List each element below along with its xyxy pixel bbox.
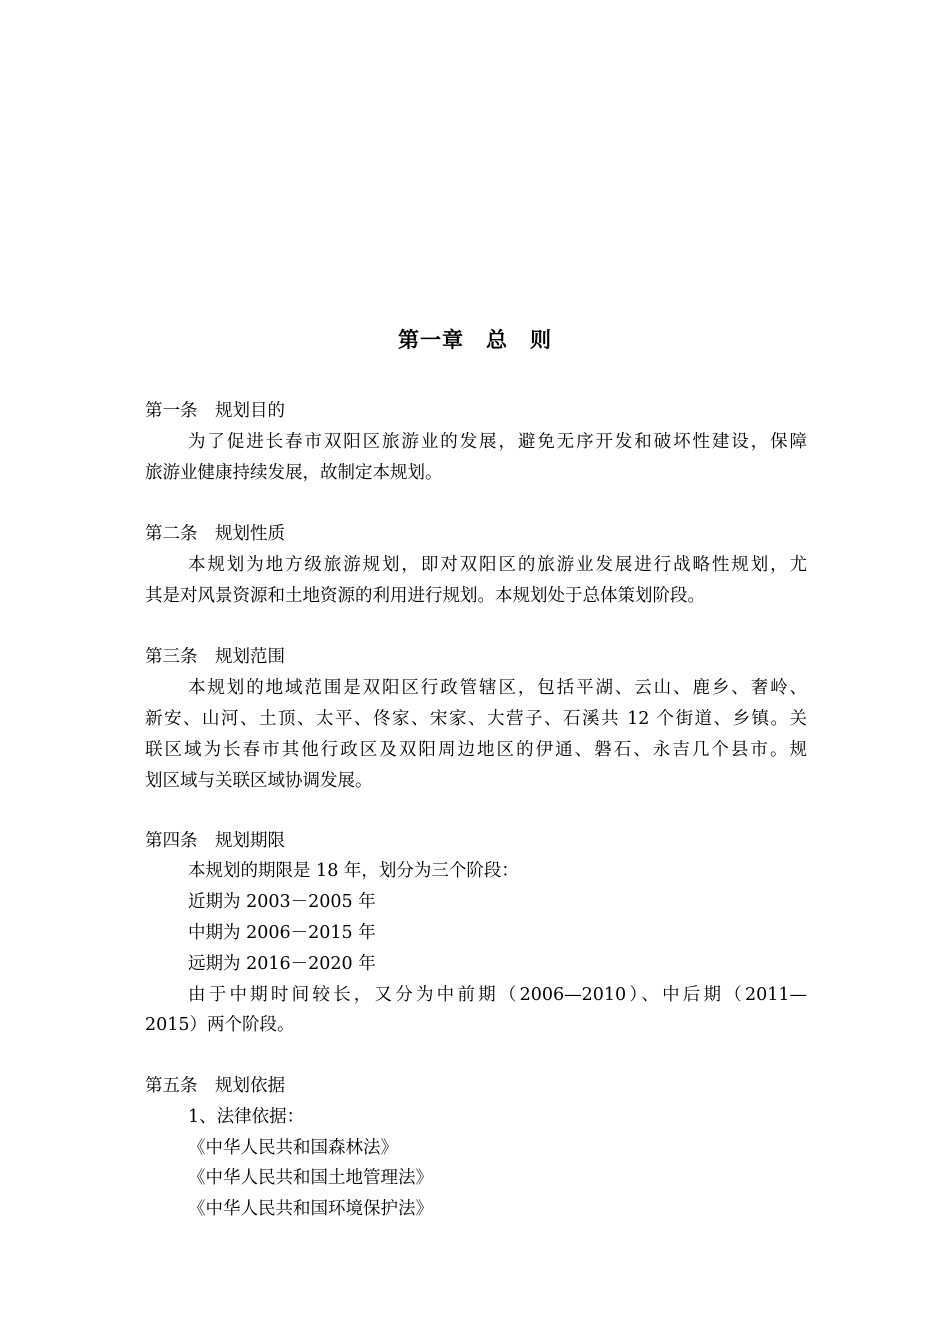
article-heading: 第四条 规划期限: [145, 831, 285, 851]
paragraph-line: 远期为 2016－2020 年: [188, 954, 376, 974]
law-title: 《中华人民共和国环境保护法》: [188, 1199, 433, 1219]
paragraph-line: 由于中期时间较长，又分为中前期（2006—2010）、中后期（2011—: [188, 985, 807, 1005]
paragraph-line: 新安、山河、土顶、太平、佟家、宋家、大营子、石溪共 12 个街道、乡镇。关: [145, 709, 807, 729]
paragraph-line: 近期为 2003－2005 年: [188, 892, 376, 912]
article-heading: 第五条 规划依据: [145, 1076, 285, 1096]
paragraph-line: 为了促进长春市双阳区旅游业的发展，避免无序开发和破坏性建设，保障: [188, 432, 807, 452]
article-heading: 第一条 规划目的: [145, 401, 285, 421]
paragraph-line: 本规划的期限是 18 年，划分为三个阶段：: [188, 861, 519, 881]
paragraph-line: 中期为 2006－2015 年: [188, 923, 376, 943]
paragraph-line: 旅游业健康持续发展，故制定本规划。: [145, 463, 443, 483]
law-title: 《中华人民共和国土地管理法》: [188, 1168, 433, 1188]
paragraph-line: 划区域与关联区域协调发展。: [145, 771, 373, 791]
chapter-title: 第一章 总 则: [398, 328, 552, 352]
paragraph-line: 本规划的地域范围是双阳区行政管辖区，包括平湖、云山、鹿乡、奢岭、: [188, 678, 807, 698]
paragraph-line: 2015）两个阶段。: [145, 1015, 295, 1035]
article-heading: 第三条 规划范围: [145, 647, 285, 667]
paragraph-line: 其是对风景资源和土地资源的利用进行规划。本规划处于总体策划阶段。: [145, 586, 705, 606]
paragraph-line: 1、法律依据：: [188, 1107, 305, 1127]
paragraph-line: 本规划为地方级旅游规划，即对双阳区的旅游业发展进行战略性规划，尤: [188, 555, 807, 575]
paragraph-line: 联区域为长春市其他行政区及双阳周边地区的伊通、磐石、永吉几个县市。规: [145, 740, 807, 760]
article-heading: 第二条 规划性质: [145, 524, 285, 544]
law-title: 《中华人民共和国森林法》: [188, 1138, 398, 1158]
